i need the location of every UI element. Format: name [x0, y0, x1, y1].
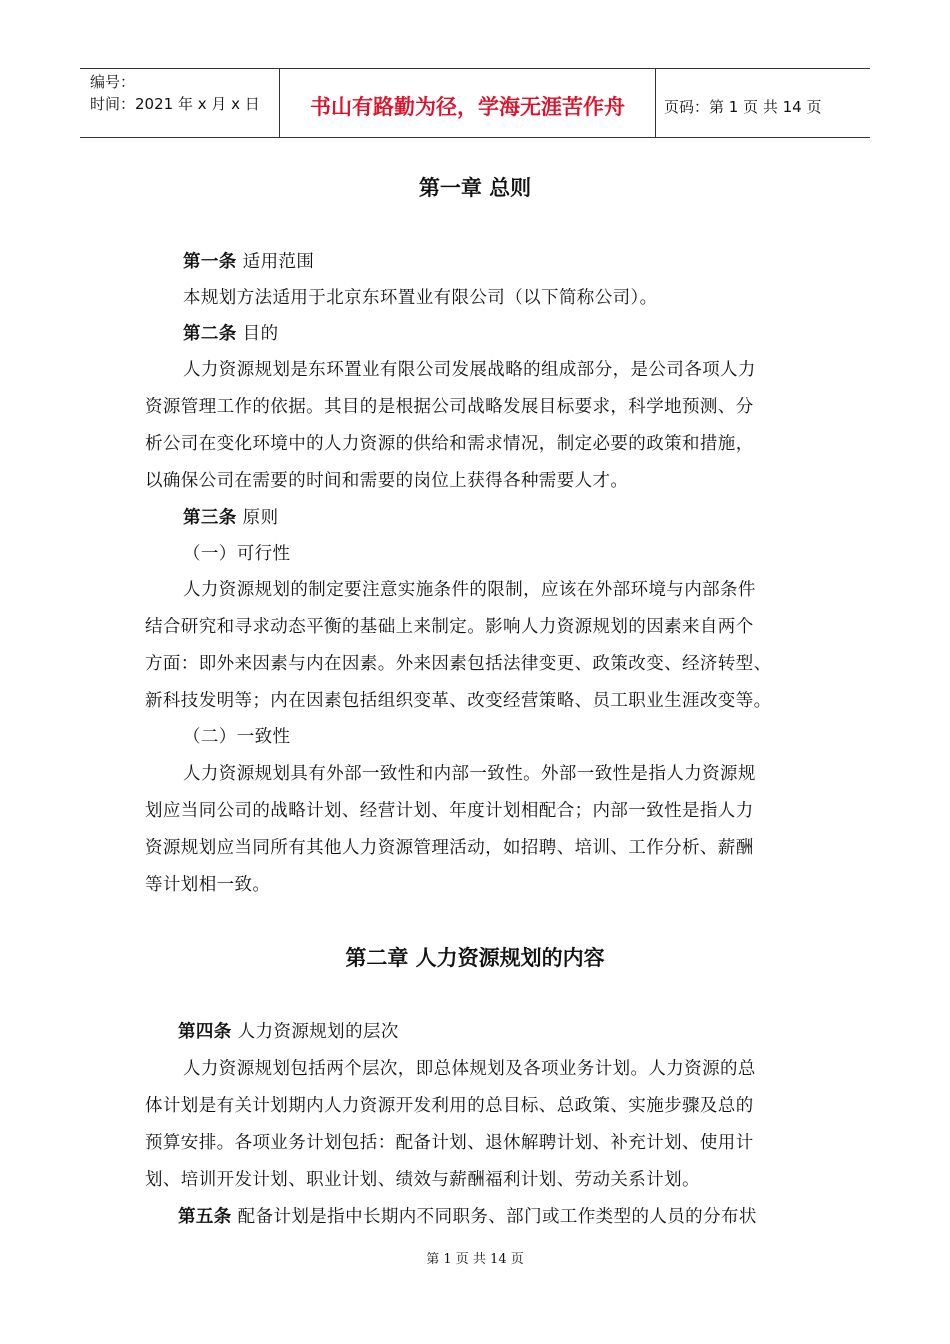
- article-label: 第三条: [183, 508, 237, 528]
- article-3-heading: [183, 504, 278, 529]
- article-label: 第五条: [178, 1207, 232, 1227]
- header-meta: [80, 69, 280, 137]
- paragraph-line: 等计划相一致。: [145, 875, 271, 895]
- article-title: 目的: [242, 324, 279, 344]
- paragraph-line: 体计划是有关计划期内人力资源开发利用的总目标、总政策、实施步骤及总的: [145, 1096, 754, 1116]
- article-title: 配备计划是指中长期内不同职务、部门或工作类型的人员的分布状: [237, 1207, 757, 1227]
- chapter-1-title: 第一章 总则: [418, 176, 532, 200]
- paragraph-line: 资源规划应当同所有其他人力资源管理活动，如招聘、培训、工作分析、薪酬: [145, 838, 754, 858]
- header-motto: 书山有路勤为径，学海无涯苦作舟: [280, 69, 656, 137]
- document-header: [80, 68, 870, 138]
- article-title: 人力资源规划的层次: [237, 1022, 399, 1042]
- paragraph-line: 资源管理工作的依据。其目的是根据公司战略发展目标要求，科学地预测、分: [145, 397, 754, 417]
- article-label: 第二条: [183, 324, 237, 344]
- chapter-2-title: 第二章 人力资源规划的内容: [345, 946, 605, 970]
- paragraph-line: 方面：即外来因素与内在因素。外来因素包括法律变更、政策改变、经济转型、: [145, 654, 772, 674]
- time-label: 时间：2021 年 x 月 x 日: [90, 95, 260, 113]
- article-title: 适用范围: [242, 252, 315, 272]
- article-title: 原则: [242, 508, 279, 528]
- article-1-heading: [183, 248, 314, 273]
- principle-1-title: （一）可行性: [183, 544, 291, 564]
- header-page-info: 页码：第 1 页 共 14 页: [664, 97, 822, 116]
- paragraph-line: 新科技发明等；内在因素包括组织变革、改变经营策略、员工职业生涯改变等。: [145, 691, 772, 711]
- principle-2-title: （二）一致性: [183, 727, 291, 747]
- paragraph-line: 人力资源规划包括两个层次，即总体规划及各项业务计划。人力资源的总: [183, 1059, 756, 1079]
- article-1-body: 本规划方法适用于北京东环置业有限公司（以下简称公司）。: [183, 288, 658, 308]
- paragraph-line: 结合研究和寻求动态平衡的基础上来制定。影响人力资源规划的因素来自两个: [145, 617, 754, 637]
- number-label: 编号：: [90, 73, 136, 91]
- paragraph-line: 预算安排。各项业务计划包括：配备计划、退休解聘计划、补充计划、使用计: [145, 1133, 754, 1153]
- article-label: 第四条: [178, 1022, 232, 1042]
- article-label: 第一条: [183, 252, 237, 272]
- paragraph-line: 人力资源规划是东环置业有限公司发展战略的组成部分，是公司各项人力: [183, 360, 756, 380]
- paragraph-line: 人力资源规划具有外部一致性和内部一致性。外部一致性是指人力资源规: [183, 764, 756, 784]
- article-4-heading: [178, 1018, 399, 1043]
- paragraph-line: 以确保公司在需要的时间和需要的岗位上获得各种需要人才。: [145, 471, 629, 491]
- paragraph-line: 划应当同公司的战略计划、经营计划、年度计划相配合；内部一致性是指人力: [145, 801, 754, 821]
- article-5-heading: [178, 1203, 757, 1228]
- paragraph-line: 人力资源规划的制定要注意实施条件的限制，应该在外部环境与内部条件: [183, 580, 756, 600]
- paragraph-line: 划、培训开发计划、职业计划、绩效与薪酬福利计划、劳动关系计划。: [145, 1170, 700, 1190]
- page-footer: 第 1 页 共 14 页: [426, 1252, 524, 1267]
- paragraph-line: 析公司在变化环境中的人力资源的供给和需求情况，制定必要的政策和措施，: [145, 434, 754, 454]
- article-2-heading: [183, 320, 278, 345]
